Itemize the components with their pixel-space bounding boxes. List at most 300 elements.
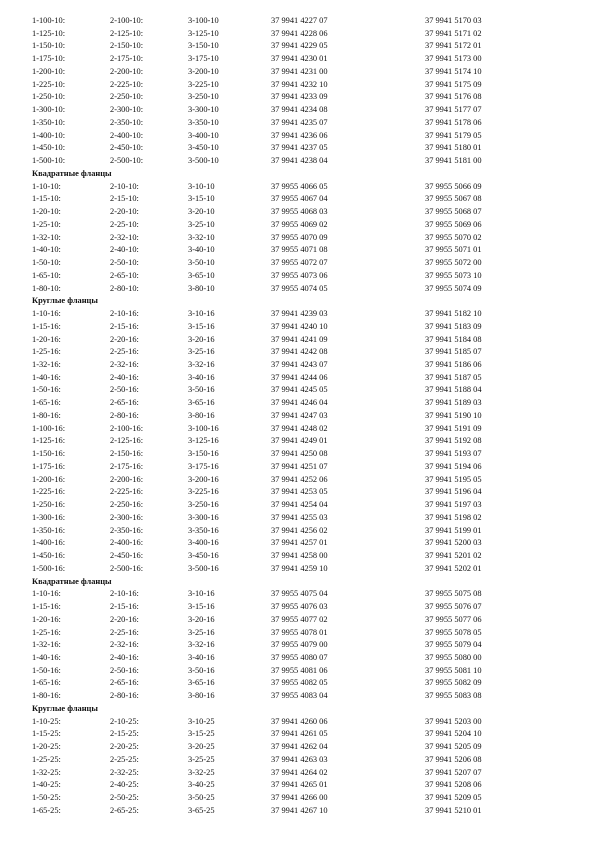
- code-3: 3-65-16: [188, 398, 215, 408]
- okp-code-a: 37 9941 4244 06: [271, 372, 328, 382]
- code-1: 1-150-10:: [32, 41, 66, 51]
- table-row: [0, 474, 595, 486]
- code-1: 1-50-16:: [32, 385, 61, 395]
- okp-code-b: 37 9941 5171 02: [425, 28, 482, 38]
- code-3: 3-65-16: [188, 678, 215, 688]
- okp-code-b: 37 9955 5076 07: [425, 602, 482, 612]
- table-row: [0, 754, 595, 766]
- code-1: 1-50-10:: [32, 258, 61, 268]
- code-3: 3-225-10: [188, 79, 219, 89]
- code-3: 3-20-16: [188, 334, 215, 344]
- code-2: 2-25-25:: [110, 754, 139, 764]
- okp-code-a: 37 9955 4072 07: [271, 258, 328, 268]
- section-heading: Круглые фланцы: [32, 296, 98, 306]
- code-3: 3-50-16: [188, 665, 215, 675]
- code-2: 2-50-10:: [110, 258, 139, 268]
- table-row: [0, 40, 595, 52]
- table-row: [0, 206, 595, 218]
- code-3: 3-400-10: [188, 130, 219, 140]
- code-1: 1-65-16:: [32, 398, 61, 408]
- code-3: 3-500-16: [188, 563, 219, 573]
- okp-code-b: 37 9955 5074 09: [425, 283, 482, 293]
- code-3: 3-40-25: [188, 780, 215, 790]
- code-1: 1-20-16:: [32, 334, 61, 344]
- code-2: 2-65-16:: [110, 678, 139, 688]
- table-row: [0, 423, 595, 435]
- code-3: 3-10-10: [188, 181, 215, 191]
- table-row: [0, 232, 595, 244]
- okp-code-b: 37 9941 5205 09: [425, 742, 482, 752]
- okp-code-a: 37 9941 4243 07: [271, 359, 328, 369]
- table-row: [0, 219, 595, 231]
- code-1: 1-225-10:: [32, 79, 66, 89]
- code-1: 1-175-16:: [32, 461, 66, 471]
- okp-code-a: 37 9941 4260 06: [271, 716, 328, 726]
- code-1: 1-15-25:: [32, 729, 61, 739]
- code-1: 1-20-16:: [32, 614, 61, 624]
- code-2: 2-65-16:: [110, 398, 139, 408]
- code-3: 3-175-10: [188, 54, 219, 64]
- code-3: 3-450-10: [188, 143, 219, 153]
- code-2: 2-15-25:: [110, 729, 139, 739]
- code-2: 2-100-10:: [110, 16, 144, 25]
- code-2: 2-225-10:: [110, 79, 144, 89]
- code-1: 1-25-25:: [32, 754, 61, 764]
- code-2: 2-10-16:: [110, 309, 139, 319]
- code-3: 3-40-16: [188, 372, 215, 382]
- okp-code-a: 37 9955 4081 06: [271, 665, 328, 675]
- okp-code-b: 37 9955 5070 02: [425, 232, 482, 242]
- code-1: 1-500-16:: [32, 563, 66, 573]
- code-2: 2-50-16:: [110, 665, 139, 675]
- code-3: 3-80-16: [188, 410, 215, 420]
- okp-code-b: 37 9941 5193 07: [425, 449, 482, 459]
- code-1: 1-32-25:: [32, 767, 61, 777]
- okp-code-b: 37 9955 5073 10: [425, 270, 482, 280]
- okp-code-b: 37 9941 5196 04: [425, 487, 482, 497]
- table-row: [0, 601, 595, 613]
- table-row: [0, 525, 595, 537]
- okp-code-b: 37 9941 5187 05: [425, 372, 482, 382]
- section-heading: Квадратные фланцы: [32, 576, 112, 586]
- okp-code-b: 37 9941 5186 06: [425, 359, 482, 369]
- code-2: 2-32-16:: [110, 640, 139, 650]
- code-3: 3-10-16: [188, 309, 215, 319]
- code-3: 3-40-10: [188, 245, 215, 255]
- code-2: 2-80-16:: [110, 691, 139, 701]
- code-3: 3-200-10: [188, 66, 219, 76]
- okp-code-a: 37 9941 4245 05: [271, 385, 328, 395]
- code-1: 1-10-25:: [32, 716, 61, 726]
- code-1: 1-100-16:: [32, 423, 66, 433]
- code-1: 1-125-10:: [32, 28, 66, 38]
- code-2: 2-80-16:: [110, 410, 139, 420]
- code-2: 2-10-25:: [110, 716, 139, 726]
- code-2: 2-450-16:: [110, 551, 144, 561]
- code-2: 2-450-10:: [110, 143, 144, 153]
- code-3: 3-65-10: [188, 270, 215, 280]
- table-row: [0, 244, 595, 256]
- code-3: 3-15-16: [188, 321, 215, 331]
- code-2: 2-50-25:: [110, 793, 139, 803]
- code-3: 3-225-16: [188, 487, 219, 497]
- okp-code-a: 37 9955 4071 08: [271, 245, 328, 255]
- code-2: 2-10-10:: [110, 181, 139, 191]
- code-3: 3-20-10: [188, 207, 215, 217]
- okp-code-a: 37 9955 4068 03: [271, 207, 328, 217]
- okp-code-a: 37 9941 4239 03: [271, 309, 328, 319]
- code-3: 3-20-16: [188, 614, 215, 624]
- okp-code-b: 37 9941 5190 10: [425, 410, 482, 420]
- okp-code-a: 37 9941 4236 06: [271, 130, 328, 140]
- code-3: 3-400-16: [188, 538, 219, 548]
- okp-code-a: 37 9955 4067 04: [271, 194, 328, 204]
- code-3: 3-32-10: [188, 232, 215, 242]
- okp-code-b: 37 9941 5199 01: [425, 525, 482, 535]
- table-row: [0, 308, 595, 320]
- code-3: 3-15-16: [188, 602, 215, 612]
- okp-code-b: 37 9955 5079 04: [425, 640, 482, 650]
- okp-code-a: 37 9941 4241 09: [271, 334, 328, 344]
- code-1: 1-300-10:: [32, 105, 66, 115]
- code-2: 2-200-16:: [110, 474, 144, 484]
- table-row: [0, 346, 595, 358]
- okp-code-a: 37 9941 4262 04: [271, 742, 328, 752]
- okp-code-b: 37 9941 5172 01: [425, 41, 482, 51]
- code-1: 1-300-16:: [32, 512, 66, 522]
- table-row: [0, 193, 595, 205]
- okp-code-a: 37 9941 4257 01: [271, 538, 328, 548]
- okp-code-b: 37 9941 5207 07: [425, 767, 482, 777]
- code-3: 3-20-25: [188, 742, 215, 752]
- code-3: 3-100-10: [188, 16, 219, 25]
- okp-code-b: 37 9955 5080 00: [425, 653, 482, 662]
- code-3: 3-300-16: [188, 512, 219, 522]
- okp-code-b: 37 9941 5189 03: [425, 398, 482, 408]
- table-row: [0, 677, 595, 689]
- okp-code-a: 37 9941 4261 05: [271, 729, 328, 739]
- code-3: 3-450-16: [188, 551, 219, 561]
- code-1: 1-400-10:: [32, 130, 66, 140]
- okp-code-b: 37 9941 5173 00: [425, 54, 482, 64]
- code-2: 2-300-10:: [110, 105, 144, 115]
- code-1: 1-15-10:: [32, 194, 61, 204]
- code-3: 3-32-16: [188, 640, 215, 650]
- code-3: 3-80-16: [188, 691, 215, 701]
- table-row: [0, 117, 595, 129]
- code-1: 1-400-16:: [32, 538, 66, 548]
- code-3: 3-50-10: [188, 258, 215, 268]
- code-3: 3-50-16: [188, 385, 215, 395]
- code-3: 3-15-25: [188, 729, 215, 739]
- okp-code-b: 37 9941 5209 05: [425, 793, 482, 803]
- code-1: 1-20-25:: [32, 742, 61, 752]
- table-row: [0, 512, 595, 524]
- code-1: 1-65-10:: [32, 270, 61, 280]
- code-2: 2-50-16:: [110, 385, 139, 395]
- code-1: 1-350-16:: [32, 525, 66, 535]
- okp-code-b: 37 9941 5170 03: [425, 16, 482, 25]
- okp-code-a: 37 9941 4227 07: [271, 16, 328, 25]
- code-3: 3-100-16: [188, 423, 219, 433]
- okp-code-a: 37 9941 4229 05: [271, 41, 328, 51]
- table-row: [0, 79, 595, 91]
- code-1: 1-125-16:: [32, 436, 66, 446]
- code-1: 1-225-16:: [32, 487, 66, 497]
- okp-code-b: 37 9941 5175 09: [425, 79, 482, 89]
- code-1: 1-32-16:: [32, 640, 61, 650]
- code-1: 1-32-10:: [32, 232, 61, 242]
- table-row: [0, 410, 595, 422]
- okp-code-a: 37 9955 4069 02: [271, 219, 328, 229]
- code-2: 2-125-16:: [110, 436, 144, 446]
- table-row: [0, 66, 595, 78]
- code-2: 2-40-16:: [110, 372, 139, 382]
- code-1: 1-40-16:: [32, 653, 61, 662]
- okp-code-b: 37 9955 5075 08: [425, 589, 482, 599]
- okp-code-b: 37 9941 5183 09: [425, 321, 482, 331]
- table-row: [0, 690, 595, 702]
- code-1: 1-80-16:: [32, 691, 61, 701]
- okp-code-b: 37 9941 5208 06: [425, 780, 482, 790]
- okp-code-a: 37 9941 4237 05: [271, 143, 328, 153]
- okp-code-b: 37 9941 5197 03: [425, 500, 482, 510]
- code-1: 1-40-10:: [32, 245, 61, 255]
- code-1: 1-100-10:: [32, 16, 66, 25]
- code-1: 1-20-10:: [32, 207, 61, 217]
- code-1: 1-200-16:: [32, 474, 66, 484]
- table-row: [0, 334, 595, 346]
- okp-code-a: 37 9941 4251 07: [271, 461, 328, 471]
- okp-code-b: 37 9955 5069 06: [425, 219, 482, 229]
- okp-code-a: 37 9941 4264 02: [271, 767, 328, 777]
- okp-code-a: 37 9941 4232 10: [271, 79, 328, 89]
- okp-code-a: 37 9941 4253 05: [271, 487, 328, 497]
- code-3: 3-10-16: [188, 589, 215, 599]
- code-2: 2-15-16:: [110, 602, 139, 612]
- code-1: 1-40-16:: [32, 372, 61, 382]
- okp-code-a: 37 9955 4077 02: [271, 614, 328, 624]
- table-row: [0, 15, 595, 27]
- code-2: 2-65-25:: [110, 805, 139, 815]
- code-1: 1-10-16:: [32, 589, 61, 599]
- table-row: [0, 155, 595, 167]
- code-1: 1-175-10:: [32, 54, 66, 64]
- code-1: 1-10-16:: [32, 309, 61, 319]
- code-2: 2-32-10:: [110, 232, 139, 242]
- code-2: 2-20-16:: [110, 334, 139, 344]
- code-3: 3-80-10: [188, 283, 215, 293]
- table-row: [0, 728, 595, 740]
- code-1: 1-250-16:: [32, 500, 66, 510]
- table-row: [0, 792, 595, 804]
- code-3: 3-500-10: [188, 156, 219, 166]
- code-3: 3-150-10: [188, 41, 219, 51]
- okp-code-b: 37 9941 5188 04: [425, 385, 482, 395]
- table-row: [0, 435, 595, 447]
- okp-code-a: 37 9955 4066 05: [271, 181, 328, 191]
- code-3: 3-350-16: [188, 525, 219, 535]
- table-row: [0, 359, 595, 371]
- code-3: 3-65-25: [188, 805, 215, 815]
- table-row: [0, 741, 595, 753]
- okp-code-b: 37 9941 5179 05: [425, 130, 482, 140]
- code-1: 1-500-10:: [32, 156, 66, 166]
- okp-code-a: 37 9941 4266 00: [271, 793, 328, 803]
- code-1: 1-10-10:: [32, 181, 61, 191]
- okp-code-a: 37 9941 4249 01: [271, 436, 328, 446]
- table-row: [0, 639, 595, 651]
- code-2: 2-250-10:: [110, 92, 144, 102]
- okp-code-b: 37 9941 5198 02: [425, 512, 482, 522]
- code-2: 2-250-16:: [110, 500, 144, 510]
- okp-code-a: 37 9955 4082 05: [271, 678, 328, 688]
- table-row: [0, 130, 595, 142]
- okp-code-b: 37 9941 5210 01: [425, 805, 482, 815]
- code-1: 1-32-16:: [32, 359, 61, 369]
- okp-code-a: 37 9941 4252 06: [271, 474, 328, 484]
- table-row: [0, 372, 595, 384]
- okp-code-b: 37 9941 5174 10: [425, 66, 482, 76]
- okp-code-b: 37 9941 5203 00: [425, 716, 482, 726]
- table-row: [0, 588, 595, 600]
- code-2: 2-32-16:: [110, 359, 139, 369]
- okp-code-a: 37 9941 4256 02: [271, 525, 328, 535]
- table-row: [0, 104, 595, 116]
- okp-code-b: 37 9955 5066 09: [425, 181, 482, 191]
- code-2: 2-175-10:: [110, 54, 144, 64]
- code-3: 3-32-25: [188, 767, 215, 777]
- okp-code-b: 37 9941 5185 07: [425, 347, 482, 357]
- table-row: [0, 53, 595, 65]
- okp-code-a: 37 9941 4265 01: [271, 780, 328, 790]
- code-2: 2-20-16:: [110, 614, 139, 624]
- section-heading: Квадратные фланцы: [32, 168, 112, 178]
- okp-code-a: 37 9941 4263 03: [271, 754, 328, 764]
- code-1: 1-25-16:: [32, 627, 61, 637]
- okp-code-b: 37 9941 5194 06: [425, 461, 482, 471]
- table-row: [0, 461, 595, 473]
- code-2: 2-500-10:: [110, 156, 144, 166]
- okp-code-a: 37 9955 4070 09: [271, 232, 328, 242]
- table-row: [0, 779, 595, 791]
- code-2: 2-40-10:: [110, 245, 139, 255]
- code-3: 3-125-16: [188, 436, 219, 446]
- code-2: 2-25-10:: [110, 219, 139, 229]
- okp-code-b: 37 9955 5081 10: [425, 665, 482, 675]
- code-3: 3-125-10: [188, 28, 219, 38]
- code-3: 3-350-10: [188, 117, 219, 127]
- okp-code-b: 37 9955 5072 00: [425, 258, 482, 268]
- okp-code-b: 37 9941 5195 05: [425, 474, 482, 484]
- okp-code-a: 37 9955 4078 01: [271, 627, 328, 637]
- okp-code-a: 37 9955 4079 00: [271, 640, 328, 650]
- code-1: 1-350-10:: [32, 117, 66, 127]
- okp-code-a: 37 9941 4247 03: [271, 410, 328, 420]
- okp-code-b: 37 9941 5206 08: [425, 754, 482, 764]
- code-1: 1-50-25:: [32, 793, 61, 803]
- okp-code-a: 37 9941 4259 10: [271, 563, 328, 573]
- okp-code-a: 37 9941 4240 10: [271, 321, 328, 331]
- table-row: [0, 486, 595, 498]
- okp-code-a: 37 9955 4076 03: [271, 602, 328, 612]
- code-2: 2-150-10:: [110, 41, 144, 51]
- okp-code-a: 37 9955 4080 07: [271, 653, 328, 662]
- code-1: 1-450-10:: [32, 143, 66, 153]
- okp-code-b: 37 9941 5182 10: [425, 309, 482, 319]
- okp-code-b: 37 9941 5201 02: [425, 551, 482, 561]
- code-3: 3-250-10: [188, 92, 219, 102]
- code-3: 3-200-16: [188, 474, 219, 484]
- code-2: 2-300-16:: [110, 512, 144, 522]
- code-1: 1-80-10:: [32, 283, 61, 293]
- okp-code-a: 37 9941 4250 08: [271, 449, 328, 459]
- section-heading: Круглые фланцы: [32, 703, 98, 713]
- okp-code-a: 37 9941 4228 06: [271, 28, 328, 38]
- code-2: 2-40-16:: [110, 653, 139, 662]
- code-2: 2-400-16:: [110, 538, 144, 548]
- okp-code-b: 37 9941 5200 03: [425, 538, 482, 548]
- code-3: 3-150-16: [188, 449, 219, 459]
- okp-code-a: 37 9941 4231 00: [271, 66, 328, 76]
- okp-code-a: 37 9941 4267 10: [271, 805, 328, 815]
- code-2: 2-40-25:: [110, 780, 139, 790]
- table-row: [0, 257, 595, 269]
- code-2: 2-500-16:: [110, 563, 144, 573]
- code-1: 1-25-16:: [32, 347, 61, 357]
- code-3: 3-250-16: [188, 500, 219, 510]
- code-2: 2-175-16:: [110, 461, 144, 471]
- okp-code-a: 37 9941 4242 08: [271, 347, 328, 357]
- code-2: 2-125-10:: [110, 28, 144, 38]
- okp-code-b: 37 9941 5204 10: [425, 729, 482, 739]
- okp-code-b: 37 9955 5067 08: [425, 194, 482, 204]
- code-2: 2-350-16:: [110, 525, 144, 535]
- okp-code-a: 37 9955 4075 04: [271, 589, 328, 599]
- code-2: 2-350-10:: [110, 117, 144, 127]
- code-2: 2-80-10:: [110, 283, 139, 293]
- table-row: [0, 665, 595, 677]
- table-row: [0, 28, 595, 40]
- code-3: 3-175-16: [188, 461, 219, 471]
- okp-code-a: 37 9941 4235 07: [271, 117, 328, 127]
- table-row: [0, 614, 595, 626]
- code-3: 3-300-10: [188, 105, 219, 115]
- code-2: 2-15-16:: [110, 321, 139, 331]
- table-row: [0, 537, 595, 549]
- table-row: [0, 283, 595, 295]
- okp-code-b: 37 9955 5077 06: [425, 614, 482, 624]
- table-row: [0, 321, 595, 333]
- okp-code-b: 37 9941 5181 00: [425, 156, 482, 166]
- code-2: 2-400-10:: [110, 130, 144, 140]
- okp-code-a: 37 9941 4246 04: [271, 398, 328, 408]
- okp-code-a: 37 9941 4234 08: [271, 105, 328, 115]
- code-1: 1-25-10:: [32, 219, 61, 229]
- code-2: 2-20-10:: [110, 207, 139, 217]
- table-row: [0, 652, 595, 664]
- code-2: 2-20-25:: [110, 742, 139, 752]
- code-2: 2-25-16:: [110, 347, 139, 357]
- okp-code-b: 37 9941 5191 09: [425, 423, 482, 433]
- code-3: 3-25-16: [188, 347, 215, 357]
- code-1: 1-50-16:: [32, 665, 61, 675]
- code-2: 2-32-25:: [110, 767, 139, 777]
- code-1: 1-65-16:: [32, 678, 61, 688]
- code-2: 2-25-16:: [110, 627, 139, 637]
- okp-code-a: 37 9941 4238 04: [271, 156, 328, 166]
- code-1: 1-450-16:: [32, 551, 66, 561]
